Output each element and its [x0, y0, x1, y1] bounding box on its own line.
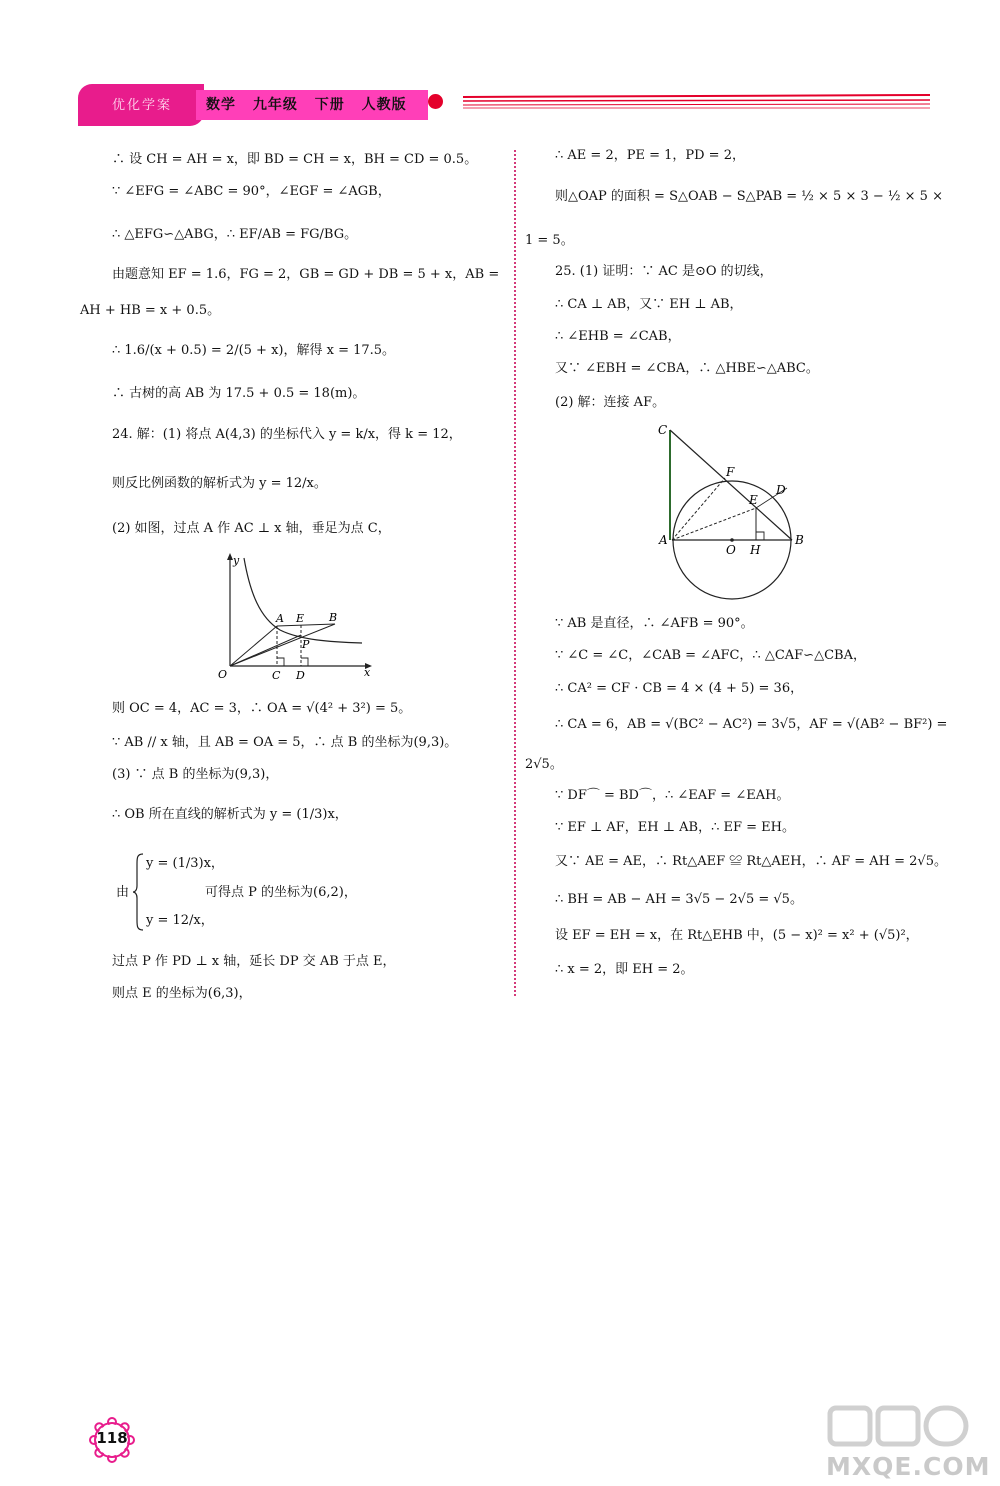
text-line: ∴ BH = AB − AH = 3√5 − 2√5 = √5。 — [555, 892, 803, 907]
text-line: 过点 P 作 PD ⊥ x 轴，延长 DP 交 AB 于点 E， — [112, 954, 396, 969]
label-O: O — [218, 668, 228, 681]
label-F: F — [726, 465, 735, 479]
text-line: 则△OAP 的面积 = S△OAB − S△PAB = ½ × 5 × 3 − ½ × 5 × — [555, 189, 943, 204]
text-line: 则 OC = 4，AC = 3，∴ OA = √(4² + 3²) = 5。 — [112, 701, 412, 716]
text-line: 由题意知 EF = 1.6，FG = 2，GB = GD + DB = 5 + x，AB = — [112, 267, 500, 282]
circle-figure — [652, 420, 812, 600]
label-P: P — [302, 638, 310, 651]
segment-OA — [230, 626, 277, 666]
right-angle-H — [756, 532, 764, 540]
text-line: ∴ CA² = CF · CB = 4 × (4 + 5) = 36， — [555, 681, 804, 696]
label-D: D — [776, 483, 786, 497]
label-B: B — [329, 611, 338, 624]
label-B: B — [795, 533, 804, 547]
text-line: ∴ ∠EHB = ∠CAB， — [555, 329, 681, 344]
text-line: 25. (1) 证明：∵ AC 是⊙O 的切线， — [555, 264, 773, 279]
watermark-url: MXQE.COM — [826, 1452, 991, 1481]
text-line: ∴ 设 CH = AH = x，即 BD = CH = x，BH = CD = 0.5。 — [112, 152, 478, 167]
text-line: AH + HB = x + 0.5。 — [80, 303, 221, 318]
text-line: ∴ 1.6/(x + 0.5) = 2/(5 + x)，解得 x = 17.5。 — [112, 343, 396, 358]
coordinate-graph — [200, 548, 380, 683]
text-line: ∵ AB 是直径，∴ ∠AFB = 90°。 — [555, 616, 754, 631]
red-dot-icon — [428, 94, 443, 109]
hyperbola-curve — [244, 558, 362, 643]
watermark-logo-icon — [826, 1400, 976, 1452]
label-H: H — [750, 543, 761, 557]
grade-label: 九年级 — [252, 97, 298, 113]
center-point — [730, 538, 734, 542]
left-brace — [132, 852, 144, 932]
brand-text: 优化学案 — [112, 98, 173, 113]
text-line: ∵ EF ⊥ AF，EH ⊥ AB，∴ EF = EH。 — [555, 820, 795, 835]
line-CB — [670, 430, 792, 540]
header-stripes — [463, 92, 930, 112]
text-line: ∴ CA ⊥ AB，又∵ EH ⊥ AB， — [555, 297, 743, 312]
system-label: 由 — [116, 885, 130, 900]
volume-label: 下册 — [314, 97, 345, 113]
text-line: 又∵ AE = AE，∴ Rt△AEF ≌ Rt△AEH，∴ AF = AH = 2√5。 — [555, 854, 947, 869]
segment-OB — [230, 624, 335, 666]
label-E: E — [296, 612, 305, 625]
right-angle-D — [301, 658, 308, 666]
text-line: ∴ AE = 2，PE = 1，PD = 2， — [555, 148, 745, 163]
text-line: ∴ x = 2，即 EH = 2。 — [555, 962, 694, 977]
label-x: x — [364, 666, 371, 679]
text-line: ∴ 古树的高 AB 为 17.5 + 0.5 = 18(m)。 — [112, 386, 366, 401]
text-line: 24. 解：(1) 将点 A(4,3) 的坐标代入 y = k/x，得 k = 12， — [112, 427, 462, 442]
segment-AE — [672, 508, 756, 540]
equation-2: y = 12/x， — [146, 913, 214, 928]
label-C: C — [272, 669, 281, 682]
edition-label: 人教版 — [361, 97, 407, 113]
right-angle-C — [277, 658, 284, 666]
text-line: ∵ ∠C = ∠C，∠CAB = ∠AFC，∴ △CAF∽△CBA， — [555, 648, 866, 663]
text-line: 可得点 P 的坐标为(6,2)， — [205, 885, 357, 900]
book-title — [206, 94, 418, 114]
segment-AB — [277, 624, 335, 626]
label-O: O — [726, 543, 736, 557]
column-separator — [514, 150, 516, 996]
label-y: y — [233, 554, 240, 567]
label-A: A — [276, 612, 284, 625]
watermark — [826, 1400, 991, 1481]
text-line: (2) 解：连接 AF。 — [555, 395, 666, 410]
label-D: D — [296, 669, 305, 682]
page-number: 118 — [96, 1429, 128, 1447]
subject-label: 数学 — [206, 97, 236, 113]
text-line: (3) ∵ 点 B 的坐标为(9,3)， — [112, 767, 279, 782]
text-line: 1 = 5。 — [525, 233, 574, 248]
text-line: 又∵ ∠EBH = ∠CBA，∴ △HBE∽△ABC。 — [555, 361, 819, 376]
text-line: ∵ ∠EFG = ∠ABC = 90°，∠EGF = ∠AGB， — [112, 184, 391, 199]
text-line: ∴ △EFG∽△ABG，∴ EF/AB = FG/BG。 — [112, 227, 358, 242]
segment-AF — [672, 478, 725, 540]
text-line: 2√5。 — [525, 757, 563, 772]
text-line: 则点 E 的坐标为(6,3)， — [112, 986, 252, 1001]
label-E: E — [749, 493, 758, 507]
text-line: 设 EF = EH = x，在 Rt△EHB 中，(5 − x)² = x² + (√5)²， — [555, 928, 919, 943]
label-C: C — [658, 423, 668, 437]
equation-1: y = (1/3)x， — [146, 856, 224, 871]
text-line: ∵ AB // x 轴，且 AB = OA = 5，∴ 点 B 的坐标为(9,3)。 — [112, 735, 458, 750]
page-number-badge — [88, 1416, 136, 1464]
segment-OP — [230, 635, 301, 666]
text-line: ∵ DF⌒ = BD⌒，∴ ∠EAF = ∠EAH。 — [555, 788, 790, 803]
label-A: A — [659, 533, 668, 547]
text-line: (2) 如图，过点 A 作 AC ⊥ x 轴，垂足为点 C， — [112, 521, 391, 536]
text-line: 则反比例函数的解析式为 y = 12/x。 — [112, 476, 327, 491]
text-line: ∴ OB 所在直线的解析式为 y = (1/3)x， — [112, 807, 348, 822]
text-line: ∴ CA = 6，AB = √(BC² − AC²) = 3√5，AF = √(AB² − BF²) = — [555, 717, 948, 732]
page-header — [78, 84, 930, 126]
brand-badge — [78, 84, 204, 126]
